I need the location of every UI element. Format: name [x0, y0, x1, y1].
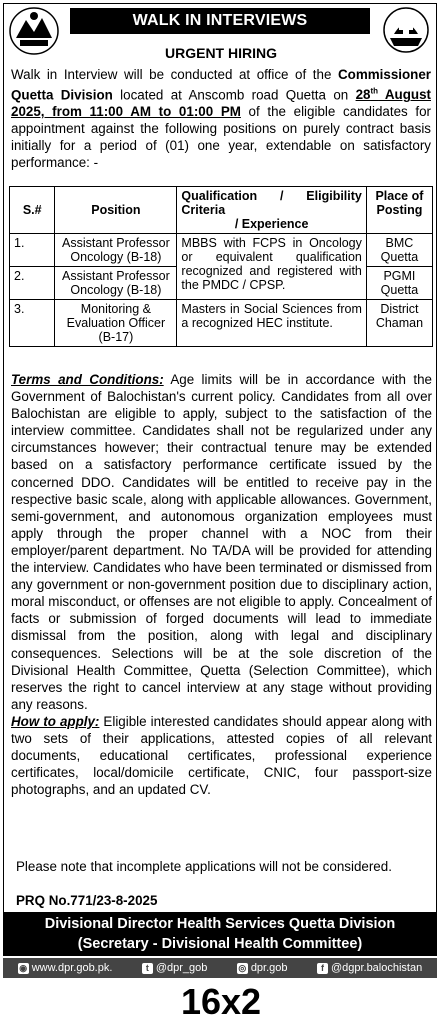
- globe-icon: ◉: [19, 962, 28, 973]
- intro-text-2: located at Anscomb road Quetta on: [112, 87, 356, 103]
- intro-date: 28th August 2025, from 11:00 AM to 01:00 PM: [11, 87, 431, 120]
- intro-text-3: of the eligible candidates for appointment against the following positions on purely contract basis initially for a period of (01) one year, extendable on satisfactory performance: -: [11, 104, 431, 171]
- issuer-name: Divisional Director Health Services Quetta Division: [44, 916, 396, 932]
- row2-place: PGMI Quetta: [366, 267, 432, 300]
- intro-office: Commissioner Quetta Division: [11, 67, 431, 103]
- twitter-link[interactable]: t @dpr_gob: [142, 958, 208, 978]
- header-position: Position: [55, 187, 177, 234]
- row1-position: Assistant Professor Oncology (B-18): [55, 234, 177, 267]
- how-to-apply-section: [11, 713, 432, 798]
- instagram-link[interactable]: ◎ dpr.gob: [238, 962, 288, 974]
- incomplete-note: Please note that incomplete applications will not be considered.: [16, 859, 392, 874]
- row3-place: District Chaman: [366, 300, 432, 347]
- facebook-icon: f: [317, 963, 328, 974]
- instagram-icon: ◎: [238, 962, 247, 973]
- website-link[interactable]: ◉ www.dpr.gob.pk.: [19, 962, 113, 974]
- table-header-row: [10, 187, 433, 234]
- row3-position: Monitoring & Evaluation Officer (B-17): [55, 300, 177, 347]
- terms-heading: Terms and Conditions:: [11, 372, 164, 387]
- row2-sn: 2.: [10, 267, 55, 300]
- issuer-footer: [3, 912, 437, 956]
- facebook-link[interactable]: f @dgpr.balochistan: [317, 958, 422, 978]
- social-links-bar: [3, 958, 437, 978]
- walk-in-banner: WALK IN INTERVIEWS: [70, 8, 370, 34]
- apply-heading: How to apply:: [11, 713, 100, 729]
- terms-text: Age limits will be in accordance with the Government of Balochistan's current policy. Candidates from all over Balochistan are eligible to apply, subject to the satisfaction of the interview committee. Candidates shall not be regularized under any circumstances however; their contractual tenure may be extended based on a satisfactory performance certificate issued by the concerned DDO. Candidates will be entitled to receive pay in the respective basic scale, along with applicable allowances. Government, semi-government, and autonomous organization employees must apply through the proper channel with a NOC from their employer/parent department. No TA/DA will be provided for attending the interview. Candidates who have been terminated or dismissed from any government or non-government position due to disciplinary action, moral misconduct, or offenses are not eligible to apply. Concealment of facts or submission of forged documents will lead to immediate dismissal from the position, along with legal and disciplinary consequences. Selections will be at the sole discretion of the Divisional Health Committee, Quetta (Selection Committee), which reserves the right to cancel interview at any stage without providing any reasons.: [11, 372, 432, 712]
- terms-section: [11, 371, 432, 798]
- header-qualification: Qualification / Eligibility Criteria / Experience: [177, 187, 366, 234]
- issuer-designation: (Secretary - Divisional Health Committee): [77, 936, 363, 952]
- twitter-icon: t: [142, 963, 153, 974]
- positions-table: [9, 186, 433, 347]
- prq-number: PRQ No.771/23-8-2025: [16, 893, 158, 908]
- table-row: [10, 300, 433, 347]
- urgent-hiring-heading: URGENT HIRING: [165, 45, 277, 61]
- row3-qualification: Masters in Social Sciences from a recognized HEC institute.: [177, 300, 366, 347]
- row1-place: BMC Quetta: [366, 234, 432, 267]
- row3-sn: 3.: [10, 300, 55, 347]
- header-sn: S.#: [10, 187, 55, 234]
- row1-sn: 1.: [10, 234, 55, 267]
- ad-size-label: 16x2: [180, 981, 262, 1022]
- intro-paragraph: [11, 66, 431, 171]
- apply-text: Eligible interested candidates should appear along with two sets of their applications, attested copies of all relevant documents, educational certificates, professional experience certificates, local/domicile certificate, CNIC, four passport-size photographs, and an updated CV.: [11, 713, 433, 798]
- row1-qualification: MBBS with FCPS in Oncology or equivalent qualification recognized and registered with the PMDC / CPSP.: [177, 234, 366, 300]
- header-place: Place of Posting: [366, 187, 432, 234]
- intro-text-1: Walk in Interview will be conducted at office of the: [11, 67, 338, 82]
- row2-position: Assistant Professor Oncology (B-18): [55, 267, 177, 300]
- table-row: [10, 234, 433, 267]
